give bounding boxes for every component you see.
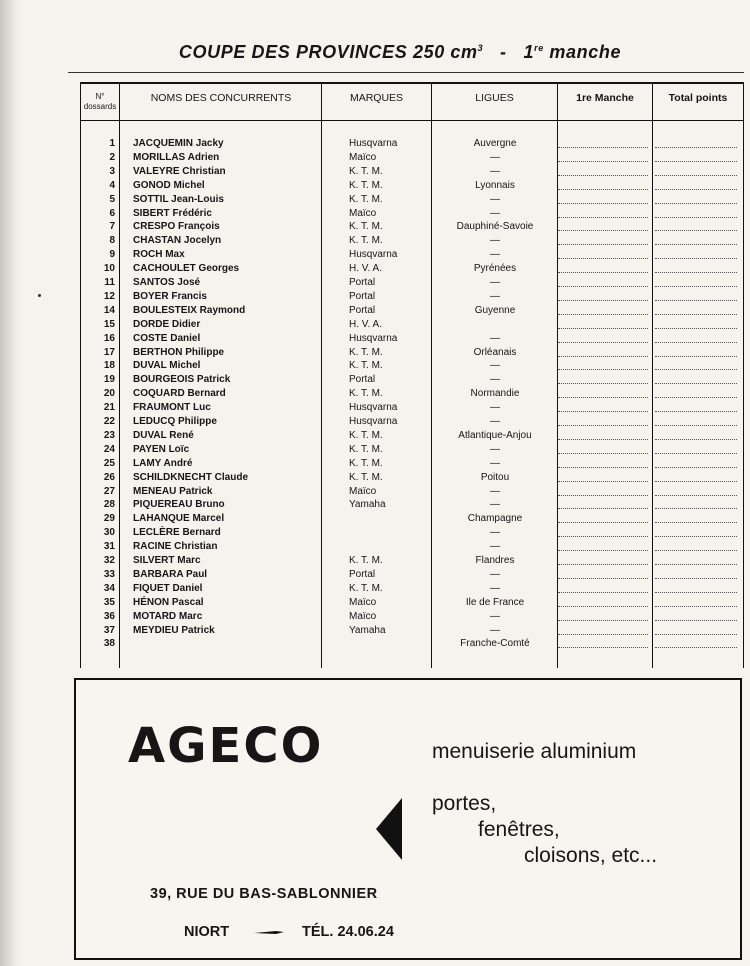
heat-score-blank [558,175,648,176]
league-name: Champagne [467,513,523,525]
bib-number: 34 [103,582,115,594]
total-score-blank [655,550,737,551]
arrow-left-icon [376,798,402,860]
competitor-name: LAHANQUE Marcel [133,513,225,525]
title-heat-word: manche [549,42,622,62]
heat-score-blank [558,383,648,384]
bib-number: 30 [103,527,115,539]
brand-name: K. T. M. [349,443,383,455]
brand-name: Portal [349,374,376,386]
total-score-blank [655,342,737,343]
heat-score-blank [558,620,648,621]
table-row [81,138,743,151]
brand-name: H. V. A. [349,318,382,330]
total-score-blank [655,411,737,412]
title-heat-sup: re [534,43,544,53]
bib-number: 37 [103,624,115,636]
league-name: Guyenne [474,304,516,316]
competitor-name: SIBERT Frédéric [133,207,212,219]
league-name: — [490,193,500,205]
table-row [81,555,743,568]
brand-name: Yamaha [349,624,386,636]
heat-score-blank [558,217,648,218]
competitor-name: BOULESTEIX Raymond [133,304,246,316]
bib-number: 35 [103,596,115,608]
heat-score-blank [558,453,648,454]
ad-line-windows: fenêtres, [478,818,560,841]
title-rule [68,72,744,73]
dash-arrow-icon [254,929,284,935]
league-name: — [490,624,500,636]
advertisement [74,678,742,960]
bib-number: 25 [103,457,115,469]
brand-name: Portal [349,304,376,316]
results-table [80,82,744,668]
heat-score-blank [558,481,648,482]
total-score-blank [655,481,737,482]
ad-telephone: TÉL. 24.06.24 [302,924,394,940]
league-name: Franche-Comté [460,638,530,650]
bib-number: 1 [109,138,115,149]
page-title [0,42,750,63]
brand-name: Husqvarna [349,332,398,344]
total-score-blank [655,244,737,245]
total-score-blank [655,606,737,607]
league-name: — [490,568,500,580]
heat-score-blank [558,536,648,537]
competitor-name: SOTTIL Jean-Louis [133,193,224,205]
heat-score-blank [558,508,648,509]
table-row [81,472,743,485]
brand-name: Maïco [349,207,377,219]
bib-number: 38 [103,638,115,650]
heat-score-blank [558,592,648,593]
table-row [81,499,743,512]
table-row [81,486,743,499]
table-row [81,263,743,276]
heat-score-blank [558,342,648,343]
table-row [81,638,743,651]
heat-score-blank [558,634,648,635]
table-row [81,513,743,526]
league-name: — [490,290,500,302]
bib-number: 20 [103,388,115,400]
bib-number: 18 [103,360,115,372]
heat-score-blank [558,272,648,273]
table-row [81,611,743,624]
brand-name: Portal [349,290,376,302]
title-heat-number: 1 [523,42,535,62]
brand-name: K. T. M. [349,221,383,233]
competitor-name: MENEAU Patrick [133,485,213,497]
bib-number: 17 [103,346,115,358]
bib-number: 10 [103,263,115,275]
league-name: Auvergne [473,138,517,149]
bib-number: 15 [103,318,115,330]
competitor-name: SANTOS José [133,277,201,288]
league-name: — [490,499,500,511]
bib-number: 24 [103,443,115,455]
league-name: — [490,610,500,622]
page-binding-shadow [0,0,22,966]
total-score-blank [655,328,737,329]
bib-number: 16 [103,332,115,344]
competitor-name: MORILLAS Adrien [133,151,220,163]
heat-score-blank [558,467,648,468]
heat-score-blank [558,147,648,148]
bib-number: 2 [109,151,115,163]
heat-score-blank [558,439,648,440]
ad-line-doors: portes, [432,792,497,815]
table-row [81,235,743,248]
table-row [81,194,743,207]
brand-name: Maïco [349,610,377,622]
competitor-name: DUVAL René [133,429,194,441]
bib-number: 11 [104,277,115,288]
bib-number: 14 [103,304,115,316]
heat-score-blank [558,550,648,551]
league-name: Poitou [480,471,510,483]
league-name: Dauphiné-Savoie [456,221,534,233]
heat-score-blank [558,606,648,607]
competitor-name: BARBARA Paul [133,568,208,580]
bib-number: 19 [103,374,115,386]
competitor-name: BOURGEOIS Patrick [133,374,231,386]
brand-name: K. T. M. [349,346,383,358]
competitor-name: FRAUMONT Luc [133,402,211,414]
competitor-name: CACHOULET Georges [133,263,240,275]
league-name: — [490,235,500,247]
league-name: — [490,165,500,177]
league-name: Pyrénées [473,263,517,275]
league-name: Atlantique-Anjou [458,429,532,441]
competitor-name: VALEYRE Christian [133,165,226,177]
total-score-blank [655,175,737,176]
total-score-blank [655,467,737,468]
league-name: — [490,332,500,344]
table-row [81,347,743,360]
heat-score-blank [558,578,648,579]
bib-number: 32 [103,555,115,566]
ad-line-partitions: cloisons, etc... [524,844,658,867]
league-name: — [490,582,500,594]
header-total-points: Total points [668,92,728,104]
header-bib-line2: dossards [83,102,117,111]
total-score-blank [655,217,737,218]
brand-name: Maïco [349,151,377,163]
heat-score-blank [558,522,648,523]
total-score-blank [655,300,737,301]
competitor-name: FIQUET Daniel [133,582,203,594]
competitor-name: LEDUCQ Philippe [133,416,217,427]
table-row [81,402,743,415]
bib-number: 6 [109,207,115,219]
table-row [81,541,743,554]
competitor-name: COSTE Daniel [133,332,201,344]
header-brands: MARQUES [349,92,404,104]
bib-number: 33 [103,568,115,580]
brand-name: K. T. M. [349,235,383,247]
league-name: Lyonnais [475,179,515,191]
total-score-blank [655,286,737,287]
brand-name: K. T. M. [349,360,383,372]
total-score-blank [655,620,737,621]
bib-number: 22 [103,416,115,427]
bib-number: 23 [103,429,115,441]
total-score-blank [655,147,737,148]
competitor-name: HÉNON Pascal [133,596,204,608]
league-name: — [490,457,500,469]
competitor-name: COQUARD Bernard [133,388,226,400]
heat-score-blank [558,647,648,648]
heat-score-blank [558,495,648,496]
table-row [81,166,743,179]
table-row [81,305,743,318]
brand-name: H. V. A. [349,263,382,275]
total-score-blank [655,397,737,398]
header-bib-line1: N° [95,92,105,101]
total-score-blank [655,203,737,204]
league-name: — [490,277,500,288]
total-score-blank [655,356,737,357]
competitor-name: PIQUEREAU Bruno [133,499,225,511]
league-name: Flandres [475,555,515,566]
bib-number: 26 [103,471,115,483]
heat-score-blank [558,425,648,426]
header-first-heat: 1re Manche [576,92,634,104]
table-row [81,249,743,262]
heat-score-blank [558,203,648,204]
total-score-blank [655,272,737,273]
league-name: — [490,541,500,553]
total-score-blank [655,634,737,635]
bib-number: 9 [109,249,115,261]
brand-name: K. T. M. [349,388,383,400]
table-row [81,208,743,221]
table-row [81,333,743,346]
total-score-blank [655,161,737,162]
table-row [81,527,743,540]
header-rule [81,120,743,121]
league-name: — [490,527,500,539]
table-row [81,444,743,457]
table-row [81,569,743,582]
brand-name: Husqvarna [349,402,398,414]
competitor-name: MOTARD Marc [133,610,203,622]
total-score-blank [655,258,737,259]
brand-name: K. T. M. [349,471,383,483]
total-score-blank [655,495,737,496]
competitor-name: LAMY André [133,457,193,469]
table-row [81,221,743,234]
brand-name: Portal [349,277,376,288]
ad-brand: AGECO [128,718,324,774]
bib-number: 7 [109,221,115,233]
league-name: — [490,374,500,386]
brand-name: Maïco [349,596,377,608]
brand-name: K. T. M. [349,429,383,441]
total-score-blank [655,564,737,565]
league-name: Orléanais [473,346,517,358]
print-speck [38,294,41,297]
heat-score-blank [558,189,648,190]
heat-score-blank [558,564,648,565]
total-score-blank [655,425,737,426]
bib-number: 5 [109,193,115,205]
competitor-name: PAYEN Loïc [133,443,190,455]
competitor-name: LECLÈRE Bernard [133,527,221,539]
table-row [81,583,743,596]
brand-name: K. T. M. [349,555,383,566]
table-row [81,458,743,471]
total-score-blank [655,536,737,537]
heat-score-blank [558,397,648,398]
total-score-blank [655,230,737,231]
competitor-name: GONOD Michel [133,179,205,191]
competitor-name: ROCH Max [133,249,185,261]
ad-city: NIORT [184,924,230,940]
brand-name: K. T. M. [349,193,383,205]
ad-address: 39, RUE DU BAS-SABLONNIER [150,886,378,902]
league-name: — [490,151,500,163]
heat-score-blank [558,286,648,287]
league-name: Normandie [470,388,520,400]
table-row [81,388,743,401]
table-row [81,597,743,610]
brand-name: Yamaha [349,499,386,511]
brand-name: K. T. M. [349,457,383,469]
competitor-name: DORDE Didier [133,318,201,330]
bib-number: 31 [103,541,115,553]
bib-number: 3 [109,165,115,177]
heat-score-blank [558,230,648,231]
header-leagues: LIGUES [475,92,514,104]
table-row [81,430,743,443]
header-names: NOMS DES CONCURRENTS [150,92,292,104]
table-row [81,277,743,290]
league-name: — [490,207,500,219]
brand-name: K. T. M. [349,165,383,177]
bib-number: 12 [103,290,115,302]
table-row [81,625,743,638]
league-name: Ile de France [465,596,525,608]
total-score-blank [655,592,737,593]
league-name: — [490,416,500,427]
brand-name: Portal [349,568,376,580]
bib-number: 8 [109,235,115,247]
league-name: — [490,360,500,372]
table-row [81,152,743,165]
bib-number: 4 [109,179,115,191]
league-name: — [490,402,500,414]
competitor-name: CRESPO François [133,221,220,233]
total-score-blank [655,383,737,384]
heat-score-blank [558,411,648,412]
brand-name: K. T. M. [349,582,383,594]
competitor-name: SILVERT Marc [133,555,201,566]
bib-number: 21 [103,402,115,414]
bib-number: 28 [103,499,115,511]
league-name: — [490,485,500,497]
competitor-name: SCHILDKNECHT Claude [133,471,249,483]
ad-tagline: menuiserie aluminium [432,740,637,763]
competitor-name: BOYER Francis [133,290,207,302]
brand-name: K. T. M. [349,179,383,191]
table-row [81,374,743,387]
table-row [81,291,743,304]
league-name: — [490,249,500,261]
competitor-name: MEYDIEU Patrick [133,624,215,636]
title-separator: - [500,42,507,62]
total-score-blank [655,439,737,440]
bib-number: 27 [103,485,115,497]
table-row [81,360,743,373]
brand-name: Maïco [349,485,377,497]
bib-number: 29 [103,513,115,525]
brand-name: Husqvarna [349,249,398,261]
total-score-blank [655,578,737,579]
title-main: COUPE DES PROVINCES 250 cm [178,42,478,62]
total-score-blank [655,508,737,509]
brand-name: Husqvarna [349,138,398,149]
league-name: — [490,443,500,455]
competitor-name: RACINE Christian [133,541,218,553]
total-score-blank [655,314,737,315]
competitor-name: JACQUEMIN Jacky [133,138,224,149]
bib-number: 36 [103,610,115,622]
heat-score-blank [558,314,648,315]
heat-score-blank [558,328,648,329]
competitor-name: CHASTAN Jocelyn [133,235,222,247]
brand-name: Husqvarna [349,416,398,427]
total-score-blank [655,647,737,648]
total-score-blank [655,189,737,190]
heat-score-blank [558,369,648,370]
heat-score-blank [558,258,648,259]
header-bib-number [81,92,119,112]
table-row [81,319,743,332]
competitor-name: BERTHON Philippe [133,346,225,358]
heat-score-blank [558,300,648,301]
table-row [81,180,743,193]
heat-score-blank [558,244,648,245]
table-row [81,416,743,429]
competitor-name: DUVAL Michel [133,360,201,372]
heat-score-blank [558,356,648,357]
title-unit-sup: 3 [477,43,484,53]
total-score-blank [655,453,737,454]
total-score-blank [655,522,737,523]
total-score-blank [655,369,737,370]
heat-score-blank [558,161,648,162]
